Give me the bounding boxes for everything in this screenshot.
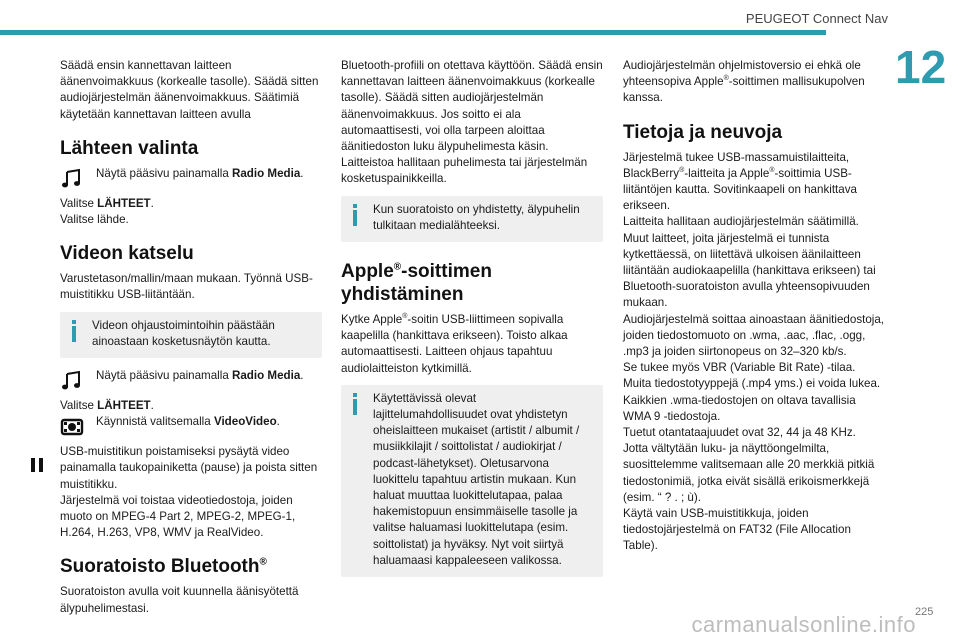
- watermark: carmanualsonline.info: [691, 612, 916, 637]
- info-icon: [68, 320, 82, 342]
- bt-volume-intro: Säädä ensin kannettavan laitteen äänenvoimakkuus (korkealle tasolle). Säädä sitten audiojärjestelmän äänenvoimakkuus. Säätimiä käytetään kannettavan laitteen avulla: [60, 59, 319, 121]
- tips-formats: Audiojärjestelmä soittaa ainoastaan äänitiedostoja, joiden tiedostomuoto on .wma, .aac, .flac, .ogg, .mp3 ja joiden siirtonopeus on 32–320 kb/s.: [623, 312, 885, 359]
- info-text: Videon ohjaustoimintoihin päästään ainoastaan kosketusnäytön kautta.: [92, 318, 275, 348]
- apple-compat-note: Audiojärjestelmän ohjelmistoversio ei ehkä ole yhteensopiva Apple®-soittimen mallisukupolven kanssa.: [623, 59, 865, 105]
- tips-control: Laitteita hallitaan audiojärjestelmän säätimillä. Muut laitteet, joita järjestelmä ei tunnista kytkettäessä, on liitettävä ulkoisen äänilaitteen liitäntään audiokaapelilla (hankittava erikseen) tai Bluetooth-suoratoiston avulla yhteensopivuuden mukaan.: [623, 215, 876, 310]
- video-select-line: Valitse LÄHTEET.: [60, 399, 154, 413]
- info-icon: [349, 393, 363, 415]
- heading-video: Videon katselu: [60, 243, 194, 265]
- info-box-video: [60, 312, 322, 358]
- pause-icon: [30, 454, 44, 476]
- step-text: Näytä pääsivu painamalla: [96, 166, 232, 180]
- tips-fat32: Käytä vain USB-muistitikkuja, joiden tiedostojärjestelmä on FAT32 (File Allocation Table).: [623, 507, 851, 553]
- column-1: [60, 58, 322, 617]
- tips-unsupported: Muita tiedostotyyppejä (.mp4 yms.) ei voida lukea.: [623, 377, 881, 391]
- tips-wma: Kaikkien .wma-tiedostojen on oltava tavallisia WMA 9 -tiedostoja.: [623, 393, 856, 423]
- music-note-icon: [60, 168, 84, 190]
- info-text: Kun suoratoisto on yhdistetty, älypuhelin tulkitaan medialähteeksi.: [373, 202, 580, 232]
- tips-devices: Järjestelmä tukee USB-massamuistilaitteita, BlackBerry®-laitteita ja Apple®-soittimia USB-liitäntöjen kautta. Sovitinkaapeli on hankittava erikseen.: [623, 150, 857, 213]
- film-icon: [60, 416, 84, 438]
- apple-text: Kytke Apple®-soitin USB-liittimeen sopivalla kaapelilla (hankittava erikseen). Toisto alkaa automaattisesti. Laitteen ohjaus tapahtuu audiolaitteiston kytkimillä.: [341, 313, 568, 375]
- bt-continued: Bluetooth-profiili on otettava käyttöön. Säädä ensin kannettavan laitteen äänenvoimakkuus (korkealle tasolle). Säädä sitten audiojärjestelmän äänenvoimakkuus. Jos soitto ei ala automaattisesti, voi olla tarpeen aloittaa äänitiedoston luku älypuhelimesta käsin. Laitteistoa hallitaan puhelimesta tai järjestelmän kosketuspainikkeilla.: [341, 59, 603, 186]
- info-text: Käytettävissä olevat lajittelumahdollisuudet ovat yhdistetyn oheislaitteen mukaiset (artistit / albumit / musiikkilajit / soittolistat / audiokirjat / podcast-lähetykset). Oletusarvona luokittelu tapahtuu artistin mukaan. Kun haluat muuttaa luokittelutapaa, palaa hakemistopuun ensimmäiselle tasolle ja valitse haluamasi luokittelutapa (esim. soittolistat) ja hyväksy. Nyt voit siirtyä haluamaasi kappaleeseen valikossa.: [373, 391, 580, 567]
- video-start-step: Käynnistä valitsemalla VideoVideo.: [60, 414, 322, 436]
- step-text-bold: Radio Media: [231, 166, 301, 180]
- page-number: 225: [915, 606, 934, 618]
- source-step-radio-media: Näytä pääsivu painamalla Radio Media.: [60, 166, 322, 188]
- heading-bluetooth-streaming: Suoratoisto Bluetooth®: [60, 556, 267, 578]
- header-accent-bar: [0, 30, 826, 35]
- bt-text: Suoratoiston avulla voit kuunnella äänisyötettä älypuhelimestasi.: [60, 585, 299, 615]
- pause-step: [24, 444, 322, 493]
- tips-sample-rates: Tuetut otantataajuudet ovat 32, 44 ja 48 KHz.: [623, 426, 856, 440]
- video-step-radio-media: Näytä pääsivu painamalla Radio Media.: [60, 368, 322, 390]
- pause-text: USB-muistitikun poistamiseksi pysäytä video painamalla taukopainiketta (pause) ja poista sitten muistitikku.: [60, 445, 318, 491]
- video-formats: Järjestelmä voi toistaa videotiedostoja, joiden muoto on MPEG-4 Part 2, MPEG-2, MPEG-1, H.264, H.263, VP8, WMV ja RealVideo.: [60, 493, 296, 540]
- column-2: [341, 58, 603, 587]
- source-select-line-2: Valitse lähde.: [60, 213, 129, 227]
- chapter-number: 12: [895, 41, 947, 93]
- music-note-icon: [60, 370, 84, 392]
- info-box-bt: [341, 196, 603, 242]
- heading-source-selection: Lähteen valinta: [60, 137, 199, 159]
- info-box-apple: [341, 385, 603, 577]
- video-intro: Varustetason/mallin/maan mukaan. Työnnä USB-muistitikku USB-liitäntään.: [60, 272, 313, 302]
- header-title: PEUGEOT Connect Nav: [745, 11, 888, 26]
- column-3: [623, 58, 885, 555]
- heading-info-tips: Tietoja ja neuvoja: [623, 121, 783, 143]
- source-select-line: Valitse LÄHTEET.: [60, 196, 154, 210]
- tips-filenames: Jotta vältytään luku- ja näyttöongelmilta, suosittelemme valitsemaan alle 20 merkkiä pitkiä tiedostonimiä, jotka eivät sisällä erikoismerkkejä (esim. “ ? . ; ù).: [623, 442, 875, 504]
- tips-vbr: Se tukee myös VBR (Variable Bit Rate) -tilaa.: [623, 361, 856, 375]
- heading-apple-connection: Apple®-soittimen yhdistäminen: [341, 261, 492, 306]
- info-icon: [349, 204, 363, 226]
